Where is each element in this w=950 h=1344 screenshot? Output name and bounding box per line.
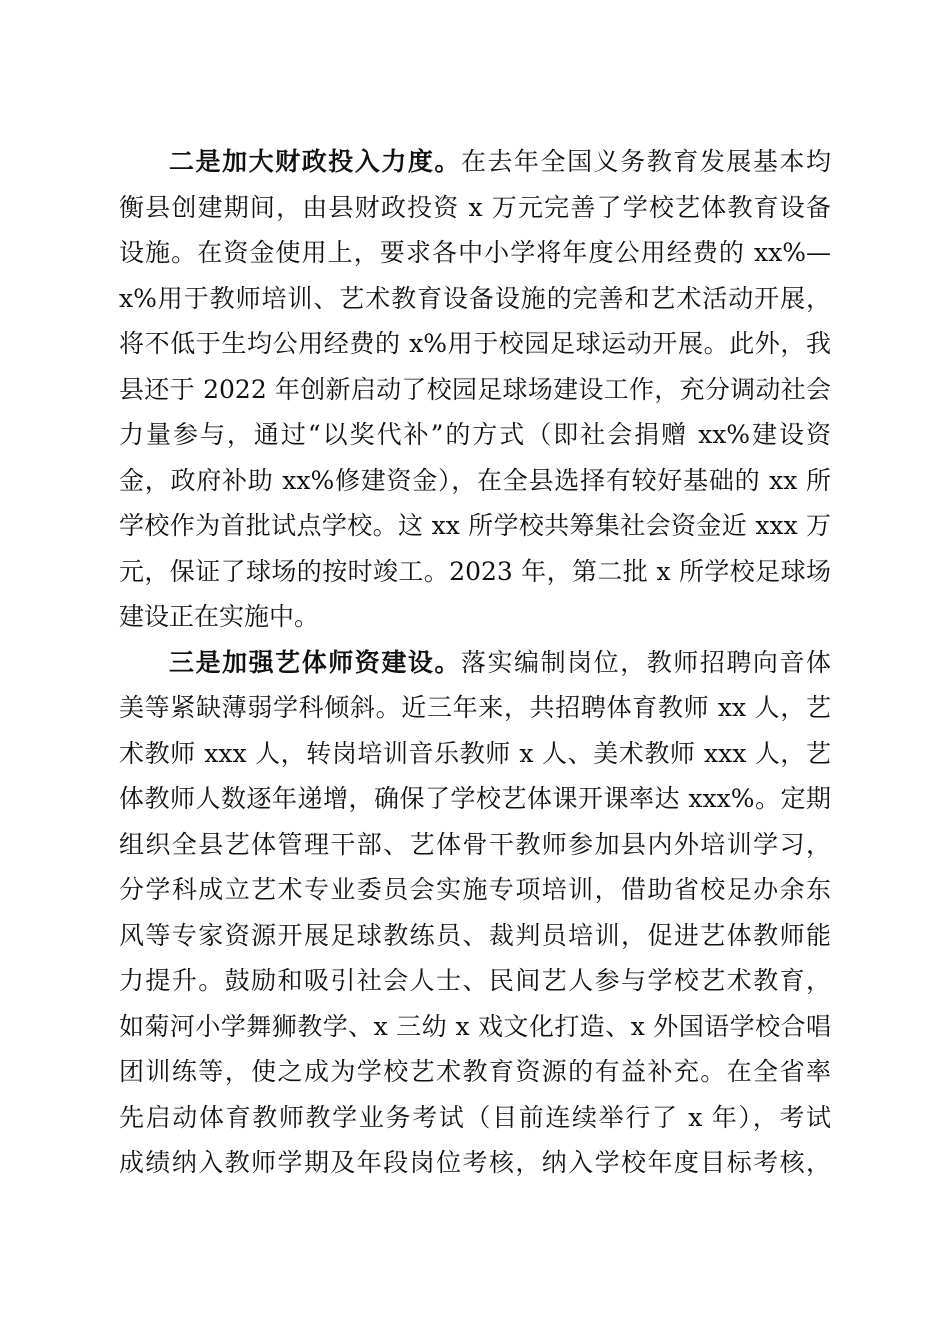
paragraph-line: 分学科成立艺术专业委员会实施专项培训，借助省校足办余东 bbox=[119, 875, 831, 904]
paragraph-lead: 二是加大财政投入力度。 bbox=[169, 147, 461, 176]
paragraph-line: 如菊河小学舞狮教学、x 三幼 x 戏文化打造、x 外国语学校合唱 bbox=[119, 1011, 831, 1041]
paragraph-teachers bbox=[119, 640, 831, 1186]
paragraph-line: 体教师人数逐年递增，确保了学校艺体课开课率达 xxx%。定期 bbox=[119, 784, 831, 813]
paragraph-line: x%用于教师培训、艺术教育设备设施的完善和艺术活动开展， bbox=[119, 283, 831, 313]
document-body bbox=[119, 139, 831, 1186]
paragraph-line: 团训练等，使之成为学校艺术教育资源的有益补充。在全省率 bbox=[119, 1057, 831, 1086]
paragraph-line: 学校作为首批试点学校。这 xx 所学校共筹集社会资金近 xxx 万 bbox=[119, 511, 831, 540]
paragraph-line: 术教师 xxx 人，转岗培训音乐教师 x 人、美术教师 xxx 人，艺 bbox=[119, 738, 831, 768]
paragraph-line: 设施。在资金使用上，要求各中小学将年度公用经费的 xx%— bbox=[119, 238, 831, 267]
paragraph-line: 美等紧缺薄弱学科倾斜。近三年来，共招聘体育教师 xx 人，艺 bbox=[119, 693, 831, 722]
paragraph-line: 力提升。鼓励和吸引社会人士、民间艺人参与学校艺术教育， bbox=[119, 966, 831, 995]
paragraph-line: 二是加大财政投入力度。在去年全国义务教育发展基本均 bbox=[169, 147, 831, 176]
paragraph-line: 成绩纳入教师学期及年段岗位考核，纳入学校年度目标考核， bbox=[119, 1148, 831, 1177]
paragraph-line: 将不低于生均公用经费的 x%用于校园足球运动开展。此外，我 bbox=[119, 329, 831, 358]
paragraph-lead: 三是加强艺体师资建设。 bbox=[169, 647, 461, 677]
paragraph-line: 县还于 2022 年创新启动了校园足球场建设工作，充分调动社会 bbox=[119, 374, 831, 404]
paragraph-line: 先启动体育教师教学业务考试（目前连续举行了 x 年），考试 bbox=[119, 1102, 831, 1132]
paragraph-line: 金，政府补助 xx%修建资金），在全县选择有较好基础的 xx 所 bbox=[119, 465, 831, 495]
paragraph-line: 三是加强艺体师资建设。落实编制岗位，教师招聘向音体 bbox=[169, 647, 831, 677]
paragraph-line: 风等专家资源开展足球教练员、裁判员培训，促进艺体教师能 bbox=[119, 920, 831, 950]
paragraph-line: 力量参与，通过“以奖代补”的方式（即社会捐赠 xx%建设资 bbox=[119, 420, 831, 449]
paragraph-line: 元，保证了球场的按时竣工。2023 年，第二批 x 所学校足球场 bbox=[119, 556, 831, 586]
paragraph-finance bbox=[119, 139, 831, 640]
paragraph-line: 衡县创建期间，由县财政投资 x 万元完善了学校艺体教育设备 bbox=[119, 192, 831, 222]
paragraph-line: 建设正在实施中。 bbox=[119, 602, 320, 631]
paragraph-line: 组织全县艺体管理干部、艺体骨干教师参加县内外培训学习， bbox=[119, 829, 831, 859]
